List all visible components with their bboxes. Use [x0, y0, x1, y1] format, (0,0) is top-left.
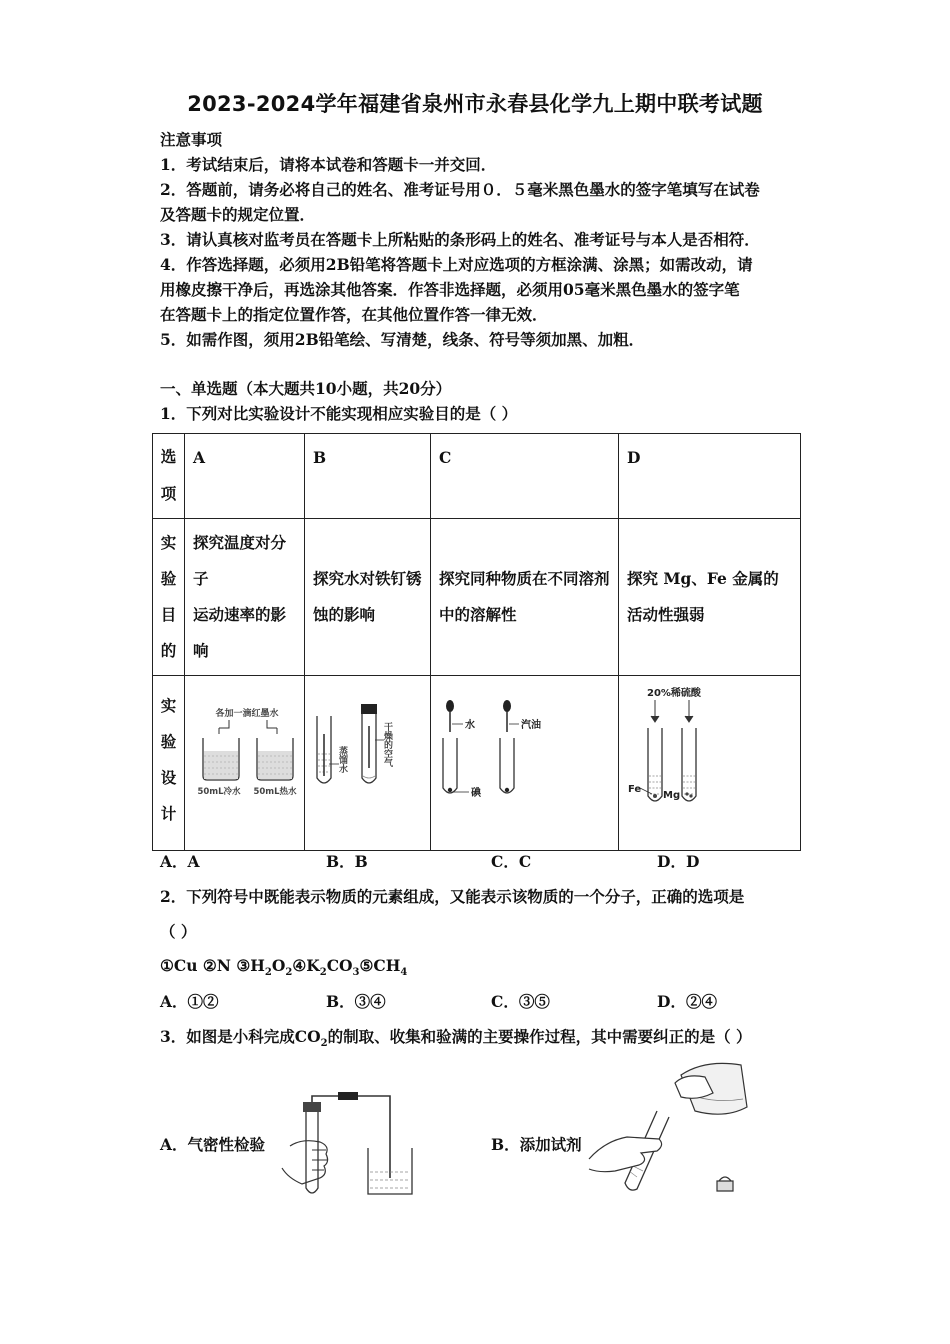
- cold-water-beaker: [203, 738, 239, 780]
- q3-option-a[interactable]: A．气密性检验: [160, 1135, 266, 1154]
- q2-option-b[interactable]: B．③④: [326, 992, 386, 1011]
- airtightness-check-figure: [272, 1088, 422, 1203]
- label-gasoline: 汽油: [521, 720, 541, 731]
- page-title: 2023-2024学年福建省泉州市永春县化学九上期中联考试题: [187, 92, 763, 116]
- label-distilled-water: 蒸馏水: [337, 746, 347, 773]
- q2-option-a[interactable]: A．①②: [160, 992, 219, 1011]
- q1-option-a[interactable]: A．A: [160, 852, 200, 871]
- row-label-option: 选项: [153, 434, 185, 519]
- purpose-a: [185, 519, 305, 676]
- hot-water-beaker: [257, 738, 293, 780]
- notice-item: 3．请认真核对监考员在答题卡上所粘贴的条形码上的姓名、准考证号与本人是否相符．: [160, 230, 760, 249]
- design-c: [431, 676, 619, 851]
- label-fe: Fe: [628, 784, 642, 795]
- design-b: [305, 676, 431, 851]
- q2-option-d[interactable]: D．②④: [657, 992, 717, 1011]
- column-header-a: A: [185, 434, 305, 519]
- label-hot-water: 50mL热水: [253, 787, 297, 797]
- notice-item: 用橡皮擦干净后，再选涂其他答案．作答非选择题，必须用05毫米黑色墨水的签字笔: [160, 280, 740, 299]
- metal-acid-figure: [619, 676, 801, 846]
- tube-with-water: [317, 716, 331, 783]
- notice-item: 1．考试结束后，请将本试卷和答题卡一并交回．: [160, 155, 497, 174]
- beakers-figure: [185, 676, 305, 846]
- gasoline-dropper: [503, 700, 511, 732]
- q1-stem: 1．下列对比实验设计不能实现相应实验目的是（ ）: [160, 404, 518, 423]
- purpose-b: 探究水对铁钉锈蚀的影响: [305, 519, 431, 676]
- column-header-c: C: [431, 434, 619, 519]
- column-header-b: B: [305, 434, 431, 519]
- iodine-solvent-figure: [431, 676, 619, 846]
- label-add-red-ink: 各加一滴红墨水: [215, 709, 279, 719]
- q1-option-d[interactable]: D．D: [657, 852, 700, 871]
- purpose-d: 探究 Mg、Fe 金属的活动性强弱: [619, 519, 801, 676]
- purpose-a-line1: 探究温度对分子: [193, 533, 287, 588]
- label-dry-air: 干燥的空气: [382, 722, 392, 767]
- q1-option-b[interactable]: B．B: [326, 852, 368, 871]
- label-cold-water: 50mL冷水: [197, 787, 241, 797]
- q2-symbols: ①Cu ②N $③H_2O_2④K_2CO_3⑤CH_4$: [160, 956, 408, 979]
- test-tubes-nail-figure: [305, 676, 431, 846]
- purpose-a-line2: 运动速率的影响: [193, 605, 287, 660]
- fe-tube: [648, 728, 662, 801]
- water-dropper: [446, 700, 454, 732]
- design-a: [185, 676, 305, 851]
- purpose-c: 探究同种物质在不同溶剂中的溶解性: [431, 519, 619, 676]
- notice-item: 2．答题前，请务必将自己的姓名、准考证号用０．５毫米黑色墨水的签字笔填写在试卷: [160, 180, 760, 199]
- tube-with-dry-air: [361, 704, 377, 783]
- label-water: 水: [465, 720, 475, 731]
- q2-stem: 2．下列符号中既能表示物质的元素组成，又能表示该物质的一个分子，正确的选项是: [160, 887, 745, 906]
- notice-item: 5．如需作图，须用2B铅笔绘、写清楚，线条、符号等须加黑、加粗．: [160, 330, 645, 349]
- notice-item: 4．作答选择题，必须用2B铅笔将答题卡上对应选项的方框涂满、涂黑；如需改动，请: [160, 255, 753, 274]
- column-header-d: D: [619, 434, 801, 519]
- design-d: [619, 676, 801, 851]
- label-mg: Mg: [663, 790, 681, 801]
- q2-stem-paren: （ ）: [160, 922, 197, 941]
- notice-item: 及答题卡的规定位置．: [160, 205, 316, 224]
- notice-heading: 注意事项: [160, 130, 223, 149]
- section-heading: 一、单选题（本大题共10小题，共20分）: [160, 379, 452, 398]
- q3-stem: 3．如图是小科完成$CO_2$的制取、收集和验满的主要操作过程，其中需要纠正的是（ ）: [160, 1027, 752, 1050]
- row-label-design: 实验设计: [153, 676, 185, 851]
- row-label-purpose: 实验目的: [153, 519, 185, 676]
- q1-table: [152, 433, 801, 851]
- q2-option-c[interactable]: C．③⑤: [491, 992, 550, 1011]
- notice-item: 在答题卡上的指定位置作答，在其他位置作答一律无效．: [160, 305, 548, 324]
- mg-tube: [682, 728, 696, 801]
- add-reagent-figure: [585, 1053, 755, 1203]
- label-iodine: 碘: [471, 788, 481, 799]
- q1-option-c[interactable]: C．C: [491, 852, 532, 871]
- label-dilute-sulfuric-acid: 20%稀硫酸: [647, 688, 701, 699]
- q3-option-b[interactable]: B．添加试剂: [491, 1135, 582, 1154]
